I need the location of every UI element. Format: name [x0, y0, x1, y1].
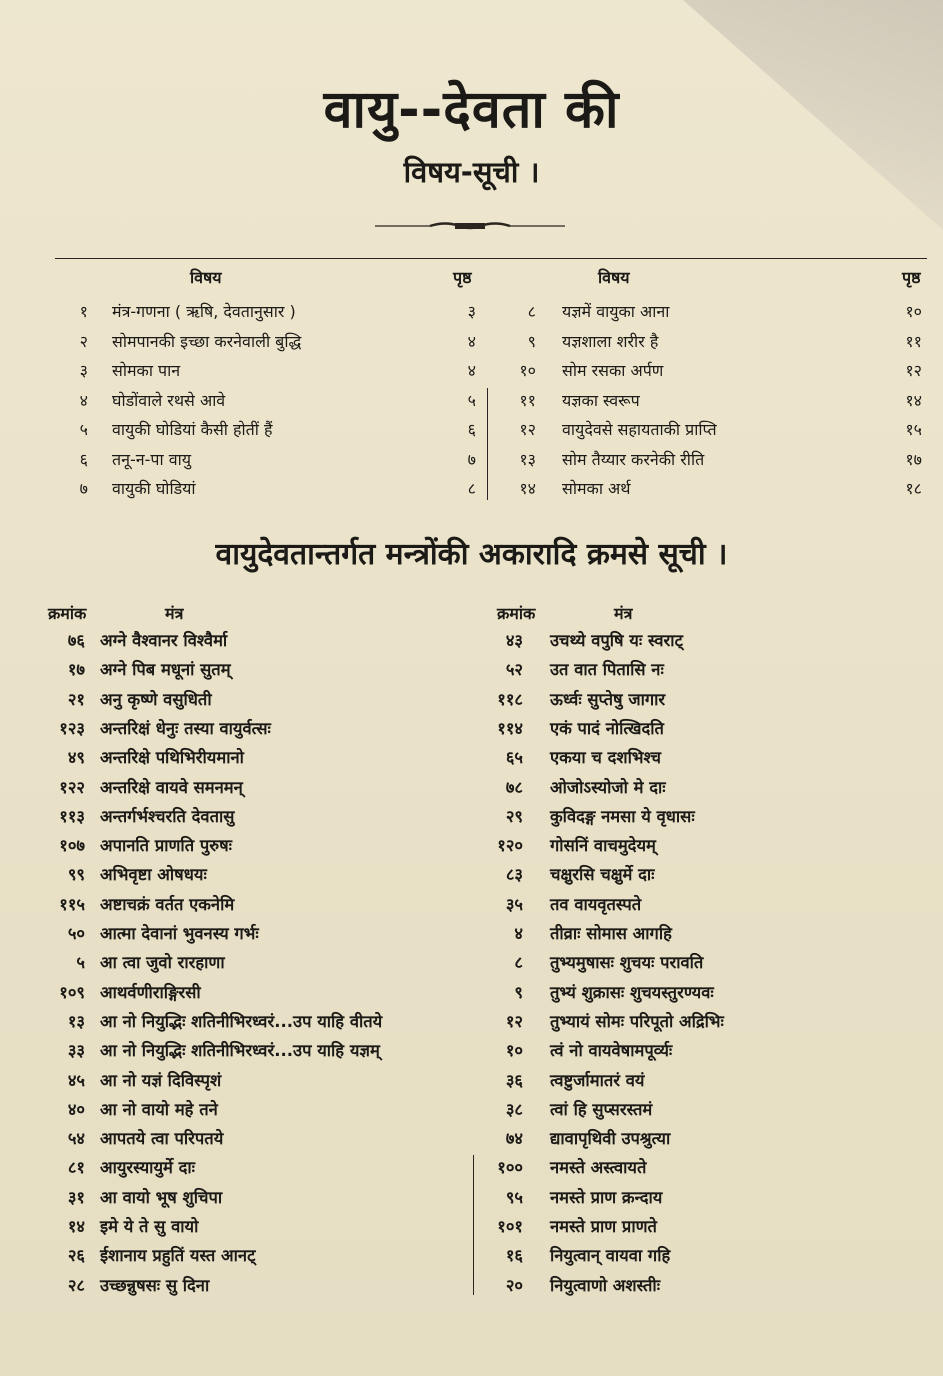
- index-entry-mantra: अन्तरिक्षे पथिभिरीयमानो: [100, 748, 244, 768]
- index-entry-mantra: तुभ्यायं सोमः परिपूतो अद्रिभिः: [550, 1011, 724, 1031]
- index-row: [0, 921, 943, 950]
- index-row: [0, 1068, 943, 1097]
- toc-row: [0, 330, 943, 358]
- toc-row: [0, 300, 943, 328]
- toc-left-page-header: पृष्ठ: [453, 268, 472, 287]
- index-row: [0, 1214, 943, 1243]
- index-entry-mantra: अग्ने पिब मधूनां सुतम्: [100, 660, 231, 680]
- toc-entry-page: ५: [467, 390, 476, 410]
- toc-entry-number: १४: [519, 479, 536, 498]
- index-entry-number: ४३: [505, 631, 523, 650]
- index-row: [0, 1243, 943, 1272]
- index-entry-number: ६५: [505, 748, 523, 768]
- toc-entry-page: ८: [467, 479, 476, 498]
- index-entry-mantra: उच्छन्नुषसः सु दिना: [100, 1275, 210, 1295]
- toc-entry-page: ६: [467, 420, 476, 439]
- index-entry-mantra: नमस्ते प्राण प्राणते: [550, 1217, 657, 1236]
- index-row: [0, 1038, 943, 1067]
- index-entry-mantra: आयुरस्यायुर्मे दाः: [100, 1158, 195, 1178]
- index-entry-number: ४: [514, 924, 523, 943]
- index-entry-number: ३१: [67, 1187, 85, 1207]
- index-entry-mantra: कुविदङ्ग नमसा ये वृधासः: [550, 806, 695, 826]
- index-entry-mantra: एकं पादं नोत्खिदति: [550, 718, 664, 738]
- index-row: [0, 687, 943, 716]
- toc-entry-subject: सोमपानकी इच्छा करनेवाली बुद्धि: [112, 331, 302, 351]
- index-entry-number: ११४: [497, 718, 523, 738]
- index-row: [0, 628, 943, 657]
- toc-row: [0, 448, 943, 476]
- toc-entry-subject: यज्ञशाला शरीर है: [562, 331, 659, 351]
- toc-entry-subject: यज्ञमें वायुका आना: [562, 302, 670, 321]
- index-entry-mantra: चक्षुरसि चक्षुर्मे दाः: [550, 865, 655, 885]
- toc-row: [0, 359, 943, 387]
- index-entry-number: ३३: [67, 1041, 85, 1061]
- toc-entry-page: ७: [467, 449, 476, 469]
- index-row: [0, 1126, 943, 1155]
- index-entry-mantra: आत्मा देवानां भुवनस्य गर्भः: [100, 924, 259, 943]
- toc-row: [0, 389, 943, 417]
- index-entry-mantra: तुभ्यमुषासः शुचयः परावति: [550, 953, 704, 973]
- toc-entry-number: ७: [79, 479, 88, 498]
- index-entry-mantra: आ नो नियुद्भिः शतिनीभिरध्वरं...उप याहि यज्ञम्: [100, 1041, 380, 1061]
- index-entry-mantra: तुभ्यं शुक्रासः शुचयस्तुरण्यवः: [550, 982, 714, 1002]
- index-left-num-header: क्रमांक: [48, 604, 87, 623]
- toc-column-divider: [487, 388, 488, 500]
- index-entry-mantra: त्वष्टुर्जामातरं वयं: [550, 1070, 645, 1090]
- index-entry-mantra: ऊर्ध्वः सुप्तेषु जागार: [550, 689, 666, 709]
- index-row: [0, 862, 943, 891]
- index-entry-mantra: अनु कृष्णे वसुधिती: [100, 689, 212, 709]
- toc-entry-page: १४: [905, 390, 922, 410]
- index-row: [0, 1097, 943, 1126]
- toc-entry-number: १०: [519, 361, 536, 380]
- index-entry-number: १२: [505, 1011, 523, 1031]
- index-entry-mantra: तव वायवृतस्पते: [550, 894, 642, 914]
- index-entry-number: ४५: [67, 1070, 85, 1090]
- toc-entry-page: ४: [467, 361, 476, 380]
- index-entry-mantra: नियुत्वान् वायवा गहि: [550, 1246, 671, 1266]
- toc-entry-number: ३: [79, 361, 88, 380]
- toc-entry-number: ४: [79, 390, 88, 410]
- toc-entry-number: ११: [519, 390, 536, 410]
- index-entry-mantra: आ नो यज्ञं दिविस्पृशं: [100, 1070, 222, 1090]
- index-row: [0, 980, 943, 1009]
- index-entry-number: ९९: [67, 865, 85, 885]
- index-entry-number: ५२: [505, 660, 523, 680]
- index-entry-number: ५: [76, 953, 85, 973]
- toc-row: [0, 418, 943, 446]
- toc-entry-page: ११: [905, 331, 922, 351]
- index-right-num-header: क्रमांक: [497, 604, 536, 623]
- index-entry-number: ८३: [505, 865, 523, 885]
- index-entry-number: ८: [514, 953, 523, 973]
- index-row: [0, 804, 943, 833]
- index-row: [0, 1185, 943, 1214]
- index-row: [0, 1273, 943, 1302]
- index-entry-number: १६: [505, 1246, 523, 1266]
- index-entry-number: १०९: [59, 982, 85, 1002]
- index-entry-number: २८: [67, 1275, 85, 1295]
- index-entry-mantra: ईशानाय प्रहुतिं यस्त आनट्: [100, 1246, 256, 1266]
- index-entry-number: १७: [67, 660, 85, 680]
- toc-entry-number: १: [79, 302, 88, 321]
- toc-entry-subject: यज्ञका स्वरूप: [562, 390, 640, 410]
- index-entry-number: १०१: [497, 1217, 523, 1236]
- index-entry-mantra: तीव्राः सोमास आगहि: [550, 924, 672, 943]
- toc-entry-number: ६: [79, 449, 88, 469]
- toc-entry-page: १८: [905, 479, 922, 498]
- index-entry-mantra: आ त्वा जुवो रारहाणा: [100, 953, 225, 973]
- index-entry-mantra: नमस्ते प्राण क्रन्दाय: [550, 1187, 663, 1207]
- index-entry-number: ९५: [505, 1187, 523, 1207]
- index-entry-number: १०: [505, 1041, 523, 1061]
- toc-right-page-header: पृष्ठ: [902, 268, 921, 287]
- toc-entry-subject: तनू-न-पा वायु: [112, 449, 192, 469]
- index-entry-number: ५४: [67, 1129, 85, 1149]
- toc-entry-subject: सोम रसका अर्पण: [562, 361, 664, 380]
- index-row: [0, 950, 943, 979]
- index-row: [0, 745, 943, 774]
- toc-entry-number: ९: [527, 331, 536, 351]
- index-entry-number: ११३: [59, 806, 85, 826]
- index-entry-mantra: नमस्ते अस्त्वायते: [550, 1158, 647, 1178]
- index-entry-mantra: अपानति प्राणति पुरुषः: [100, 836, 232, 856]
- toc-entry-page: १०: [905, 302, 922, 321]
- index-entry-number: २९: [505, 806, 523, 826]
- index-row: [0, 833, 943, 862]
- index-entry-mantra: अन्तरिक्षे वायवे समनमन्: [100, 777, 243, 797]
- index-row: [0, 892, 943, 921]
- index-entry-number: ७६: [67, 631, 85, 650]
- index-entry-mantra: त्वां हि सुप्सरस्तमं: [550, 1099, 653, 1119]
- page-title: वायु--देवता की: [323, 80, 620, 140]
- index-entry-number: ३८: [505, 1099, 523, 1119]
- index-entry-number: ११८: [497, 689, 523, 709]
- toc-entry-page: ४: [467, 331, 476, 351]
- index-entry-mantra: अभिवृष्टा ओषधयः: [100, 865, 207, 885]
- toc-entry-subject: सोमका पान: [112, 361, 181, 380]
- index-entry-number: ८१: [67, 1158, 85, 1178]
- index-column-divider: [473, 1155, 474, 1295]
- index-entry-mantra: उचथ्ये वपुषि यः स्वराट्: [550, 631, 683, 650]
- index-entry-mantra: आ वायो भूष शुचिपा: [100, 1187, 223, 1207]
- index-row: [0, 775, 943, 804]
- toc-entry-page: ३: [467, 302, 476, 321]
- index-entry-number: ५०: [67, 924, 85, 943]
- index-entry-mantra: गोसनिं वाचमुदेयम्: [550, 836, 656, 856]
- ornament-divider: [375, 220, 565, 232]
- index-entry-number: ४९: [67, 748, 85, 768]
- index-entry-mantra: आ नो नियुद्भिः शतिनीभिरध्वरं...उप याहि वीतये: [100, 1011, 383, 1031]
- index-entry-mantra: अन्तरिक्षं धेनुः तस्या वायुर्वत्सः: [100, 718, 271, 738]
- toc-row: [0, 477, 943, 505]
- toc-entry-number: ८: [527, 302, 536, 321]
- index-entry-mantra: अन्तर्गर्भश्चरति देवतासु: [100, 806, 235, 826]
- index-entry-number: ४०: [67, 1099, 85, 1119]
- toc-entry-page: १५: [905, 420, 922, 439]
- index-entry-number: १४: [67, 1217, 85, 1236]
- index-row: [0, 657, 943, 686]
- index-entry-number: १२३: [59, 718, 85, 738]
- toc-entry-subject: सोम तैय्यार करनेकी रीति: [562, 449, 705, 469]
- index-entry-mantra: आ नो वायो महे तने: [100, 1099, 218, 1119]
- index-row: [0, 1009, 943, 1038]
- toc-entry-subject: सोमका अर्थ: [562, 479, 631, 498]
- index-entry-number: ११५: [59, 894, 85, 914]
- index-entry-mantra: अग्ने वैश्वानर विश्वैर्मा: [100, 631, 228, 650]
- index-heading: वायुदेवतान्तर्गत मन्त्रोंकी अकारादि क्रमसे सूची ।: [215, 537, 728, 572]
- index-entry-number: २१: [67, 689, 85, 709]
- toc-entry-subject: वायुकी घोडियां: [112, 479, 196, 498]
- toc-entry-subject: घोडोंवाले रथसे आवे: [112, 390, 226, 410]
- toc-entry-number: २: [79, 331, 88, 351]
- index-entry-number: १२२: [59, 777, 85, 797]
- toc-entry-subject: मंत्र-गणना ( ऋषि, देवतानुसार ): [112, 302, 296, 321]
- index-left-mantra-header: मंत्र: [165, 604, 184, 623]
- index-entry-mantra: नियुत्वाणो अशस्तीः: [550, 1275, 661, 1295]
- index-entry-mantra: उत वात पितासि नः: [550, 660, 664, 680]
- page-subtitle: विषय-सूची ।: [403, 155, 540, 189]
- index-entry-number: १३: [67, 1011, 85, 1031]
- toc-entry-page: १२: [905, 361, 922, 380]
- index-row: [0, 716, 943, 745]
- index-entry-number: ३६: [505, 1070, 523, 1090]
- index-entry-number: ७४: [505, 1129, 523, 1149]
- index-entry-number: ३५: [505, 894, 523, 914]
- top-rule: [55, 258, 927, 259]
- index-entry-mantra: द्यावापृथिवी उपश्रुत्या: [550, 1129, 671, 1149]
- index-entry-number: २६: [67, 1246, 85, 1266]
- index-entry-number: १०७: [59, 836, 85, 856]
- index-entry-number: ९: [514, 982, 523, 1002]
- index-entry-mantra: त्वं नो वायवेषामपूर्व्यः: [550, 1041, 673, 1061]
- index-entry-number: १२०: [497, 836, 523, 856]
- index-entry-number: १००: [497, 1158, 523, 1178]
- toc-entry-number: १२: [519, 420, 536, 439]
- toc-entry-number: १३: [519, 449, 536, 469]
- index-entry-number: ७८: [505, 777, 523, 797]
- index-entry-mantra: आपतये त्वा परिपतये: [100, 1129, 224, 1149]
- index-entry-mantra: एकया च दशभिश्च: [550, 748, 661, 768]
- toc-entry-subject: वायुकी घोडियां कैसी होतीं हैं: [112, 420, 273, 439]
- toc-entry-page: १७: [905, 449, 922, 469]
- index-entry-number: २०: [505, 1275, 523, 1295]
- toc-entry-number: ५: [79, 420, 88, 439]
- toc-entry-subject: वायुदेवसे सहायताकी प्राप्ति: [562, 420, 717, 439]
- index-row: [0, 1155, 943, 1184]
- toc-left-subject-header: विषय: [190, 268, 222, 287]
- index-entry-mantra: ओजोऽस्योजो मे दाः: [550, 777, 666, 797]
- index-right-mantra-header: मंत्र: [614, 604, 633, 623]
- toc-right-subject-header: विषय: [598, 268, 630, 287]
- index-entry-mantra: आथर्वणीराङ्गिरसी: [100, 982, 201, 1002]
- index-entry-mantra: इमे ये ते सु वायो: [100, 1217, 199, 1236]
- index-entry-mantra: अष्टाचक्रं वर्तत एकनेमि: [100, 894, 235, 914]
